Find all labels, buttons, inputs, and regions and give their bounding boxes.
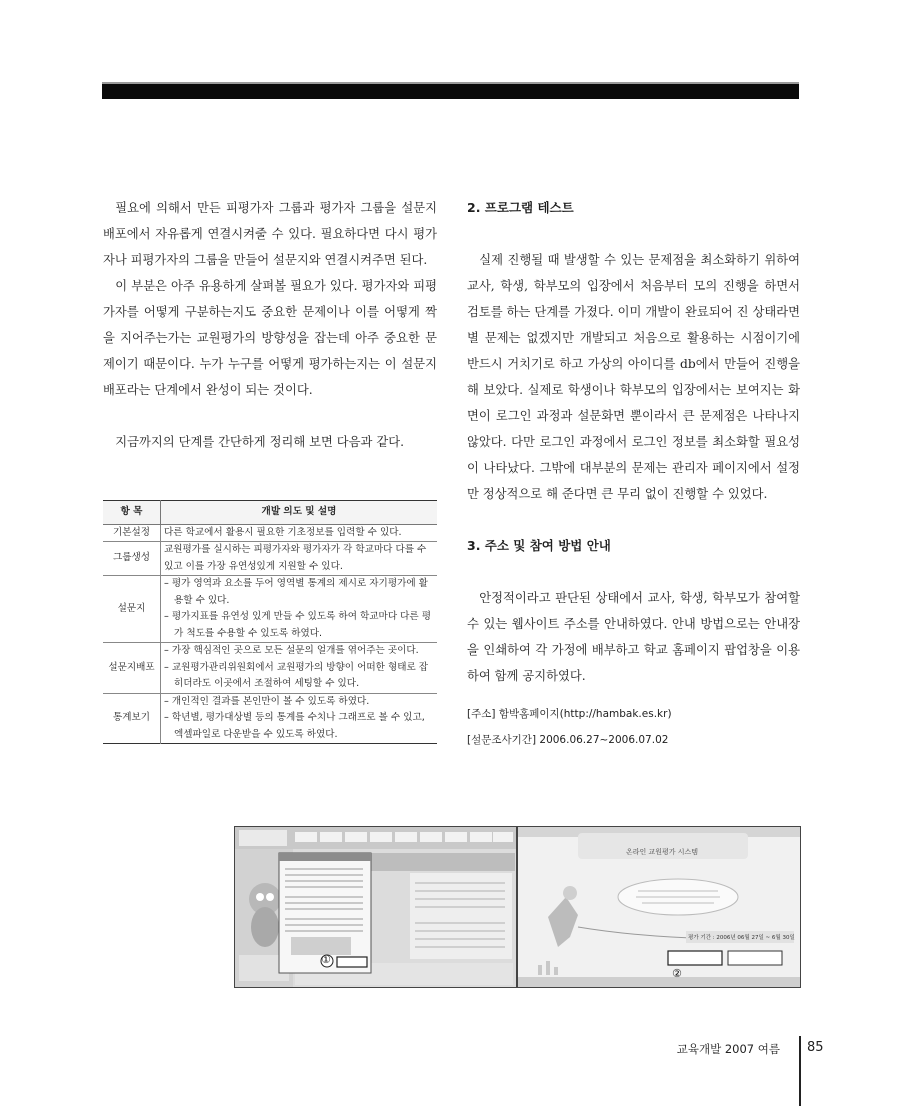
table-cell-desc	[161, 542, 438, 576]
section-2-title: 2. 프로그램 테스트	[467, 200, 574, 215]
table-cell-desc	[161, 643, 438, 694]
left-paragraph-3: 지금까지의 단계를 간단하게 정리해 보면 다음과 같다.	[115, 435, 404, 449]
table-desc-bullet: – 개인적인 결과를 본인만이 볼 수 있도록 하였다.	[164, 694, 434, 711]
right-column	[467, 195, 800, 753]
table-cell-item: 그룹생성	[103, 542, 161, 576]
table-cell-item: 기본설정	[103, 524, 161, 542]
section-3-body: 안정적이라고 판단된 상태에서 교사, 학생, 학부모가 참여할 수 있는 웹사이트 주소를 안내하였다. 안내 방법으로는 안내장을 인쇄하여 각 가정에 배부하고 학교 홈페이지 팝업창을 이용하여 함께 공지하였다.	[467, 591, 800, 683]
magazine-footer: 교육개발 2007 여름	[676, 1042, 780, 1056]
table-header-item: 항 목	[103, 501, 161, 525]
table-cell-desc	[161, 576, 438, 643]
evaluation-system-title: 온라인 교원평가 시스템	[626, 848, 699, 856]
left-paragraph-1: 필요에 의해서 만든 피평가자 그룹과 평가자 그룹을 설문지 배포에서 자유롭게 연결시켜줄 수 있다. 필요하다면 다시 평가자나 피평가자의 그룹을 만들어 설문지와 연결시켜주면 된다.	[103, 201, 437, 267]
table-desc-bullet: – 학년별, 평가대상별 등의 통계를 수치나 그래프로 볼 수 있고, 엑셀파일로 다운받을 수 있도록 하였다.	[164, 710, 434, 743]
page-number: 85	[807, 1040, 824, 1055]
table-header-desc: 개발 의도 및 설명	[161, 501, 438, 525]
table-cell-item: 통계보기	[103, 693, 161, 744]
table-desc-bullet: – 평가 영역과 요소를 두어 영역별 통계의 제시로 자기평가에 활용할 수 있다.	[164, 576, 434, 609]
table-desc-text: 다른 학교에서 활용시 필요한 기초정보를 입력할 수 있다.	[164, 526, 402, 538]
section-3-title: 3. 주소 및 참여 방법 안내	[467, 538, 611, 553]
section-2-body: 실제 진행될 때 발생할 수 있는 문제점을 최소화하기 위하여 교사, 학생, 학부모의 입장에서 처음부터 모의 진행을 하면서 검토를 하는 단계를 가졌다. 이미 개발이 완료되어 진 상태라면 별 문제는 없겠지만 개발되고 처음으로 활용하는 시점이기에 반드시 거치기로 하고 가상의 아이디를 db에서 만들어 진행을 해 보았다. 실제로 학생이나 학부모의 입장에서는 보여지는 화면이 로그인 과정과 설문화면 뿐이라서 큰 문제점은 나타나지 않았다. 다만 로그인 과정에서 로그인 정보를 최소화할 필요성이 나타났다. 그밖에 대부분의 문제는 관리자 페이지에서 설정만 정상적으로 해 준다면 큰 무리 없이 진행할 수 있었다.	[467, 253, 800, 501]
screenshot-marker-1: ①	[321, 953, 331, 966]
screenshot-marker-2: ②	[672, 967, 682, 980]
table-row	[103, 643, 437, 694]
table-header-row	[103, 501, 437, 525]
table-desc-bullet: – 가장 핵심적인 곳으로 모든 설문의 얼개를 엮어주는 곳이다.	[164, 643, 434, 660]
table-desc-text: 교원평가를 실시하는 피평가자와 평가자가 각 학교마다 다를 수 있고 이를 가장 유연성있게 지원할 수 있다.	[164, 544, 427, 572]
header-bar	[102, 84, 799, 99]
footer-rule	[799, 1036, 801, 1106]
table-row	[103, 693, 437, 744]
table-cell-desc	[161, 693, 438, 744]
table-row	[103, 542, 437, 576]
address-line: [주소] 함박홈페이지(http://hambak.es.kr)	[467, 708, 672, 720]
period-line: [설문조사기간] 2006.06.27~2006.07.02	[467, 734, 669, 746]
homepage-screenshot	[234, 826, 517, 988]
table-row	[103, 524, 437, 542]
table-desc-bullet: – 교원평가관리위원회에서 교원평가의 방향이 어떠한 형태로 잡히더라도 이곳에서 조절하여 세팅할 수 있다.	[164, 660, 434, 693]
evaluation-period: 평가 기간 : 2006년 06월 27일 ~ 6월 30일	[688, 935, 795, 941]
table-cell-item: 설문지배포	[103, 643, 161, 694]
table-desc-bullet: – 평가지표를 유연성 있게 만들 수 있도록 하여 학교마다 다른 평가 척도를 수용할 수 있도록 하였다.	[164, 609, 434, 642]
evaluation-system-screenshot	[517, 826, 801, 988]
table-row	[103, 576, 437, 643]
table-cell-item: 설문지	[103, 576, 161, 643]
summary-table	[103, 500, 437, 744]
left-column	[103, 195, 437, 455]
left-paragraph-2: 이 부분은 아주 유용하게 살펴볼 필요가 있다. 평가자와 피평가자를 어떻게 구분하는지도 중요한 문제이나 이를 어떻게 짝을 지어주는가는 교원평가의 방향성을 잡는데 아주 중요한 문제이기 때문이다. 누가 누구를 어떻게 평가하는지는 이 설문지 배포라는 단계에서 완성이 되는 것이다.	[103, 279, 437, 397]
table-body	[103, 524, 437, 744]
table-cell-desc	[161, 524, 438, 542]
